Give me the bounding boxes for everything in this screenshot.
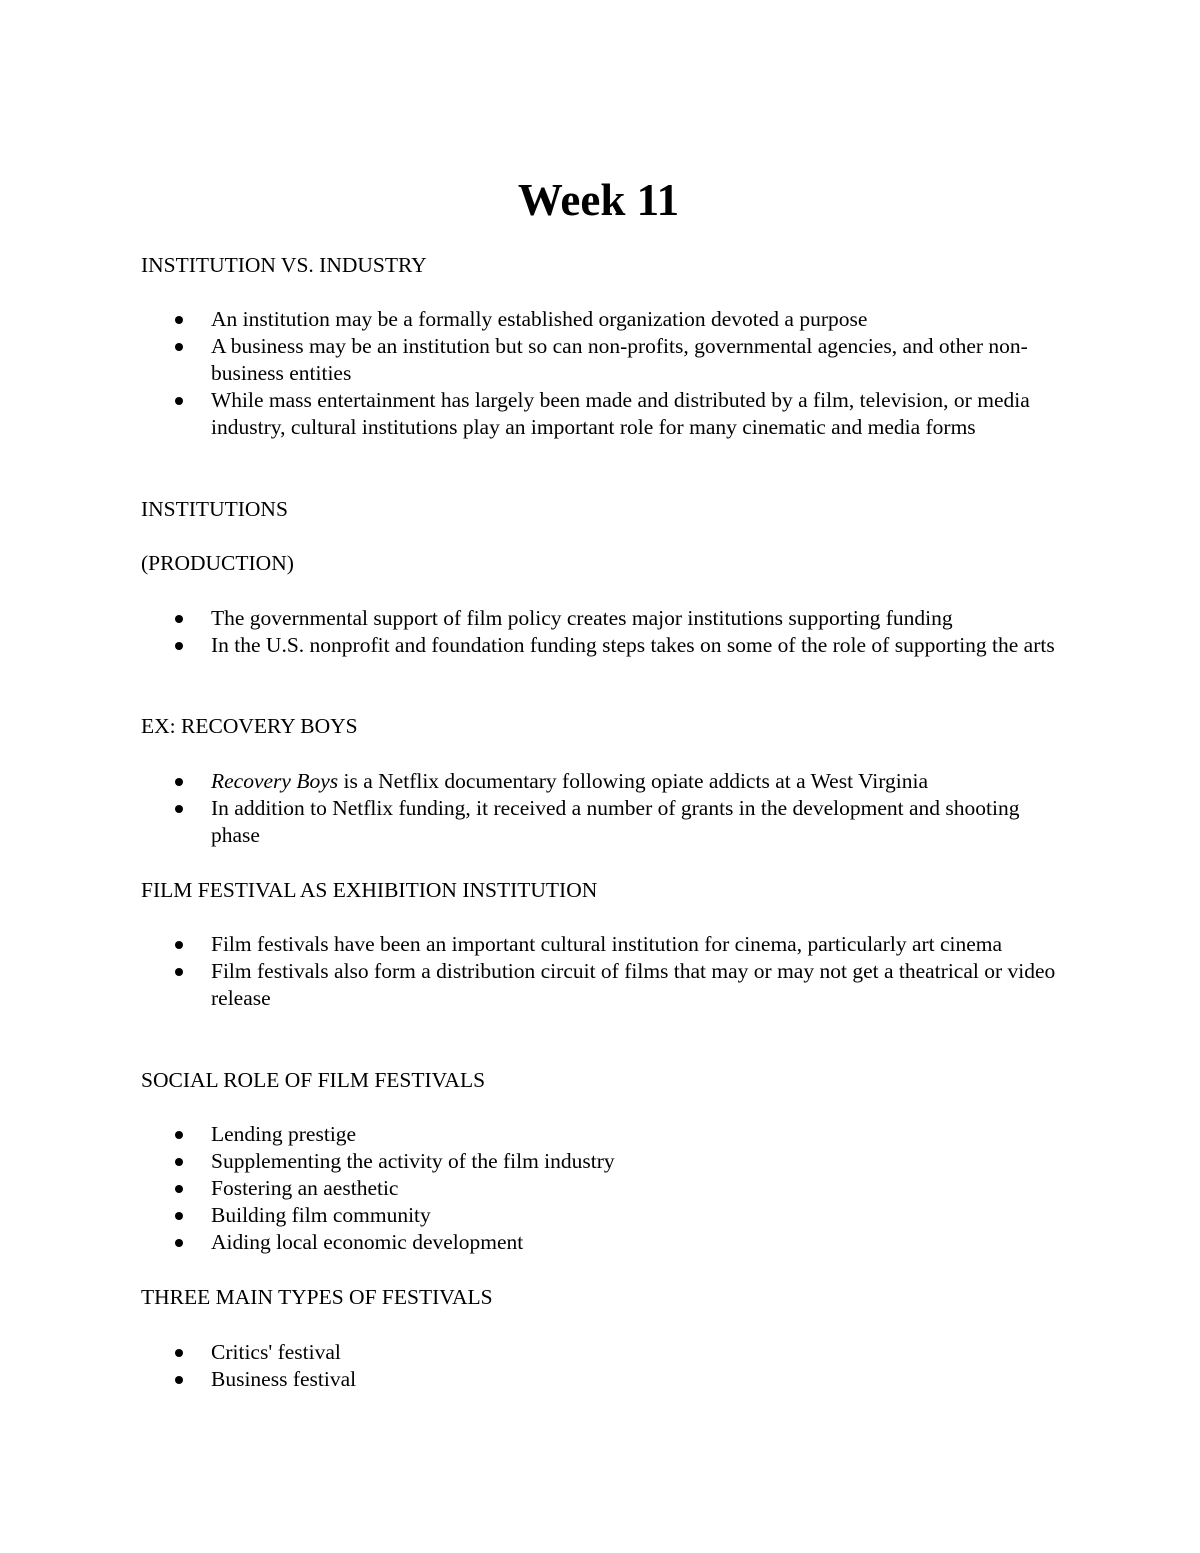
list-item: Film festivals also form a distribution circuit of films that may or may not get a theatrical or video release [141, 958, 1061, 1012]
bullet-icon [175, 805, 183, 813]
bullet-list [141, 306, 1061, 441]
list-item: While mass entertainment has largely been made and distributed by a film, television, or media industry, cultural institutions play an important role for many cinematic and media forms [141, 387, 1061, 441]
list-item: Supplementing the activity of the film industry [141, 1148, 1061, 1175]
bullet-list [141, 1339, 1061, 1393]
bullet-icon [175, 316, 183, 324]
bullet-icon [175, 1239, 183, 1247]
bullet-list [141, 1121, 1061, 1256]
bullet-list [141, 768, 1061, 849]
list-item: Business festival [141, 1366, 1061, 1393]
bullet-icon [175, 968, 183, 976]
list-item: In addition to Netflix funding, it received a number of grants in the development and shooting phase [141, 795, 1061, 849]
list-item: Building film community [141, 1202, 1061, 1229]
bullet-icon [175, 615, 183, 623]
section-heading: INSTITUTIONS [141, 497, 288, 521]
bullet-icon [175, 1131, 183, 1139]
list-item: Recovery Boys is a Netflix documentary following opiate addicts at a West Virginia [141, 768, 1061, 795]
section-heading: SOCIAL ROLE OF FILM FESTIVALS [141, 1068, 486, 1092]
list-item: Fostering an aesthetic [141, 1175, 1061, 1202]
bullet-icon [175, 397, 183, 405]
bullet-icon [175, 343, 183, 351]
list-item: A business may be an institution but so can non-profits, governmental agencies, and other non-business entities [141, 333, 1061, 387]
list-item: Critics' festival [141, 1339, 1061, 1366]
bullet-list [141, 931, 1061, 1012]
bullet-icon [175, 1376, 183, 1384]
bullet-icon [175, 1158, 183, 1166]
bullet-icon [175, 1349, 183, 1357]
list-item: Lending prestige [141, 1121, 1061, 1148]
section-heading: FILM FESTIVAL AS EXHIBITION INSTITUTION [141, 878, 598, 902]
section-heading: INSTITUTION VS. INDUSTRY [141, 253, 427, 277]
bullet-icon [175, 941, 183, 949]
bullet-icon [175, 1185, 183, 1193]
list-item: An institution may be a formally established organization devoted a purpose [141, 306, 1061, 333]
bullet-list [141, 605, 1061, 659]
section-heading: THREE MAIN TYPES OF FESTIVALS [141, 1285, 493, 1309]
bullet-icon [175, 1212, 183, 1220]
section-heading: EX: RECOVERY BOYS [141, 714, 358, 738]
bullet-icon [175, 778, 183, 786]
list-item: Aiding local economic development [141, 1229, 1061, 1256]
list-item: Film festivals have been an important cultural institution for cinema, particularly art cinema [141, 931, 1061, 958]
list-item: The governmental support of film policy creates major institutions supporting funding [141, 605, 1061, 632]
bullet-icon [175, 642, 183, 650]
document-title: Week 11 [517, 175, 680, 225]
list-item: In the U.S. nonprofit and foundation funding steps takes on some of the role of supporting the arts [141, 632, 1061, 659]
film-title: Recovery Boys [211, 769, 339, 793]
section-heading: (PRODUCTION) [141, 551, 294, 575]
